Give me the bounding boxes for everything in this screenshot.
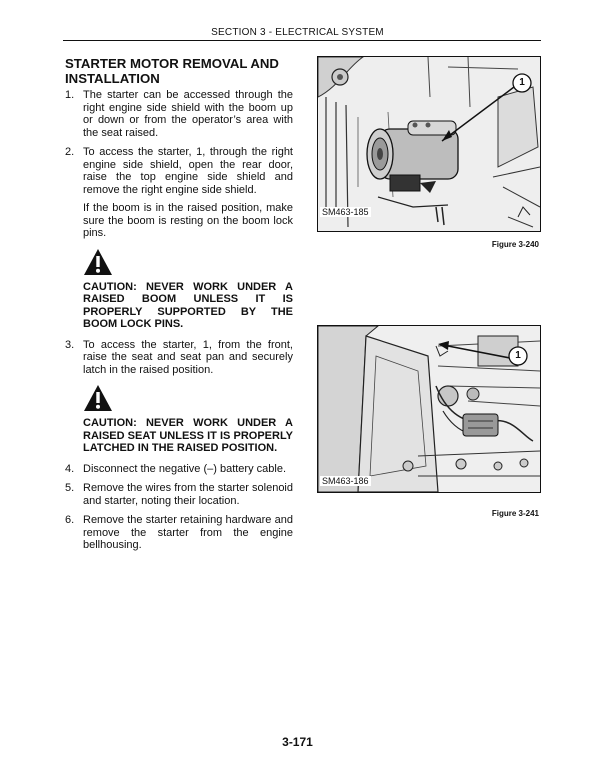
step-number: 2. [65,146,75,158]
figure-id-label: SM463-186 [322,476,369,486]
step-text: The starter can be accessed through the right engine side shield with the boom up or down or from the operator’s area with the seat raised. [83,89,293,139]
page-number: 3-171 [282,735,313,749]
step-number: 6. [65,514,75,526]
step-text: To access the starter, 1, from the front, raise the seat and seat pan and securely latch in the raised position. [83,338,293,376]
step-4 [65,463,293,476]
starter-side-photo [318,57,540,231]
step-text: Disconnect the negative (–) battery cable. [83,462,287,475]
section-header: SECTION 3 - ELECTRICAL SYSTEM [211,27,384,38]
step-text: If the boom is in the raised position, make sure the boom is resting on the boom lock pins. [83,202,293,239]
figure-caption: Figure 3-241 [491,509,539,518]
figure-id-label: SM463-185 [322,207,369,217]
step-5 [65,482,293,507]
step-text: To access the starter, 1, through the right engine side shield, open the rear door, raise the top engine side shield and remove the right engine side shield. [83,146,293,196]
figure-starter-side-view [317,56,541,232]
caution-block [83,384,293,455]
starter-front-photo [318,326,540,492]
caution-block [83,248,293,331]
step-text: Remove the wires from the starter solenoid and starter, noting their location. [83,482,293,507]
step-number: 3. [65,338,75,351]
step-3 [65,339,293,377]
step-number: 1. [65,89,75,101]
instructions-column [65,56,293,559]
warning-icon [83,248,113,276]
step-6 [65,514,293,552]
step-number: 4. [65,462,75,475]
figure-starter-front-view [317,325,541,493]
step-number: 5. [65,482,75,494]
callout-label: 1 [519,77,525,88]
caution-text: CAUTION: NEVER WORK UNDER A RAISED SEAT UNLESS IT IS PROPERLY LATCHED IN THE RAISED POSITION. [83,417,293,454]
step-text: Remove the starter retaining hardware and remove the starter from the engine bellhousing. [83,514,293,551]
step-1 [65,89,293,139]
step-2 [65,146,293,240]
warning-icon [83,384,113,412]
callout-label: 1 [515,350,521,361]
figure-caption: Figure 3-240 [491,240,539,249]
caution-text: CAUTION: NEVER WORK UNDER A RAISED BOOM UNLESS IT IS PROPERLY SUPPORTED BY THE BOOM LOCK PINS. [83,280,293,330]
section-title: STARTER MOTOR REMOVAL AND INSTALLATION [65,56,279,86]
header-rule [63,40,541,41]
